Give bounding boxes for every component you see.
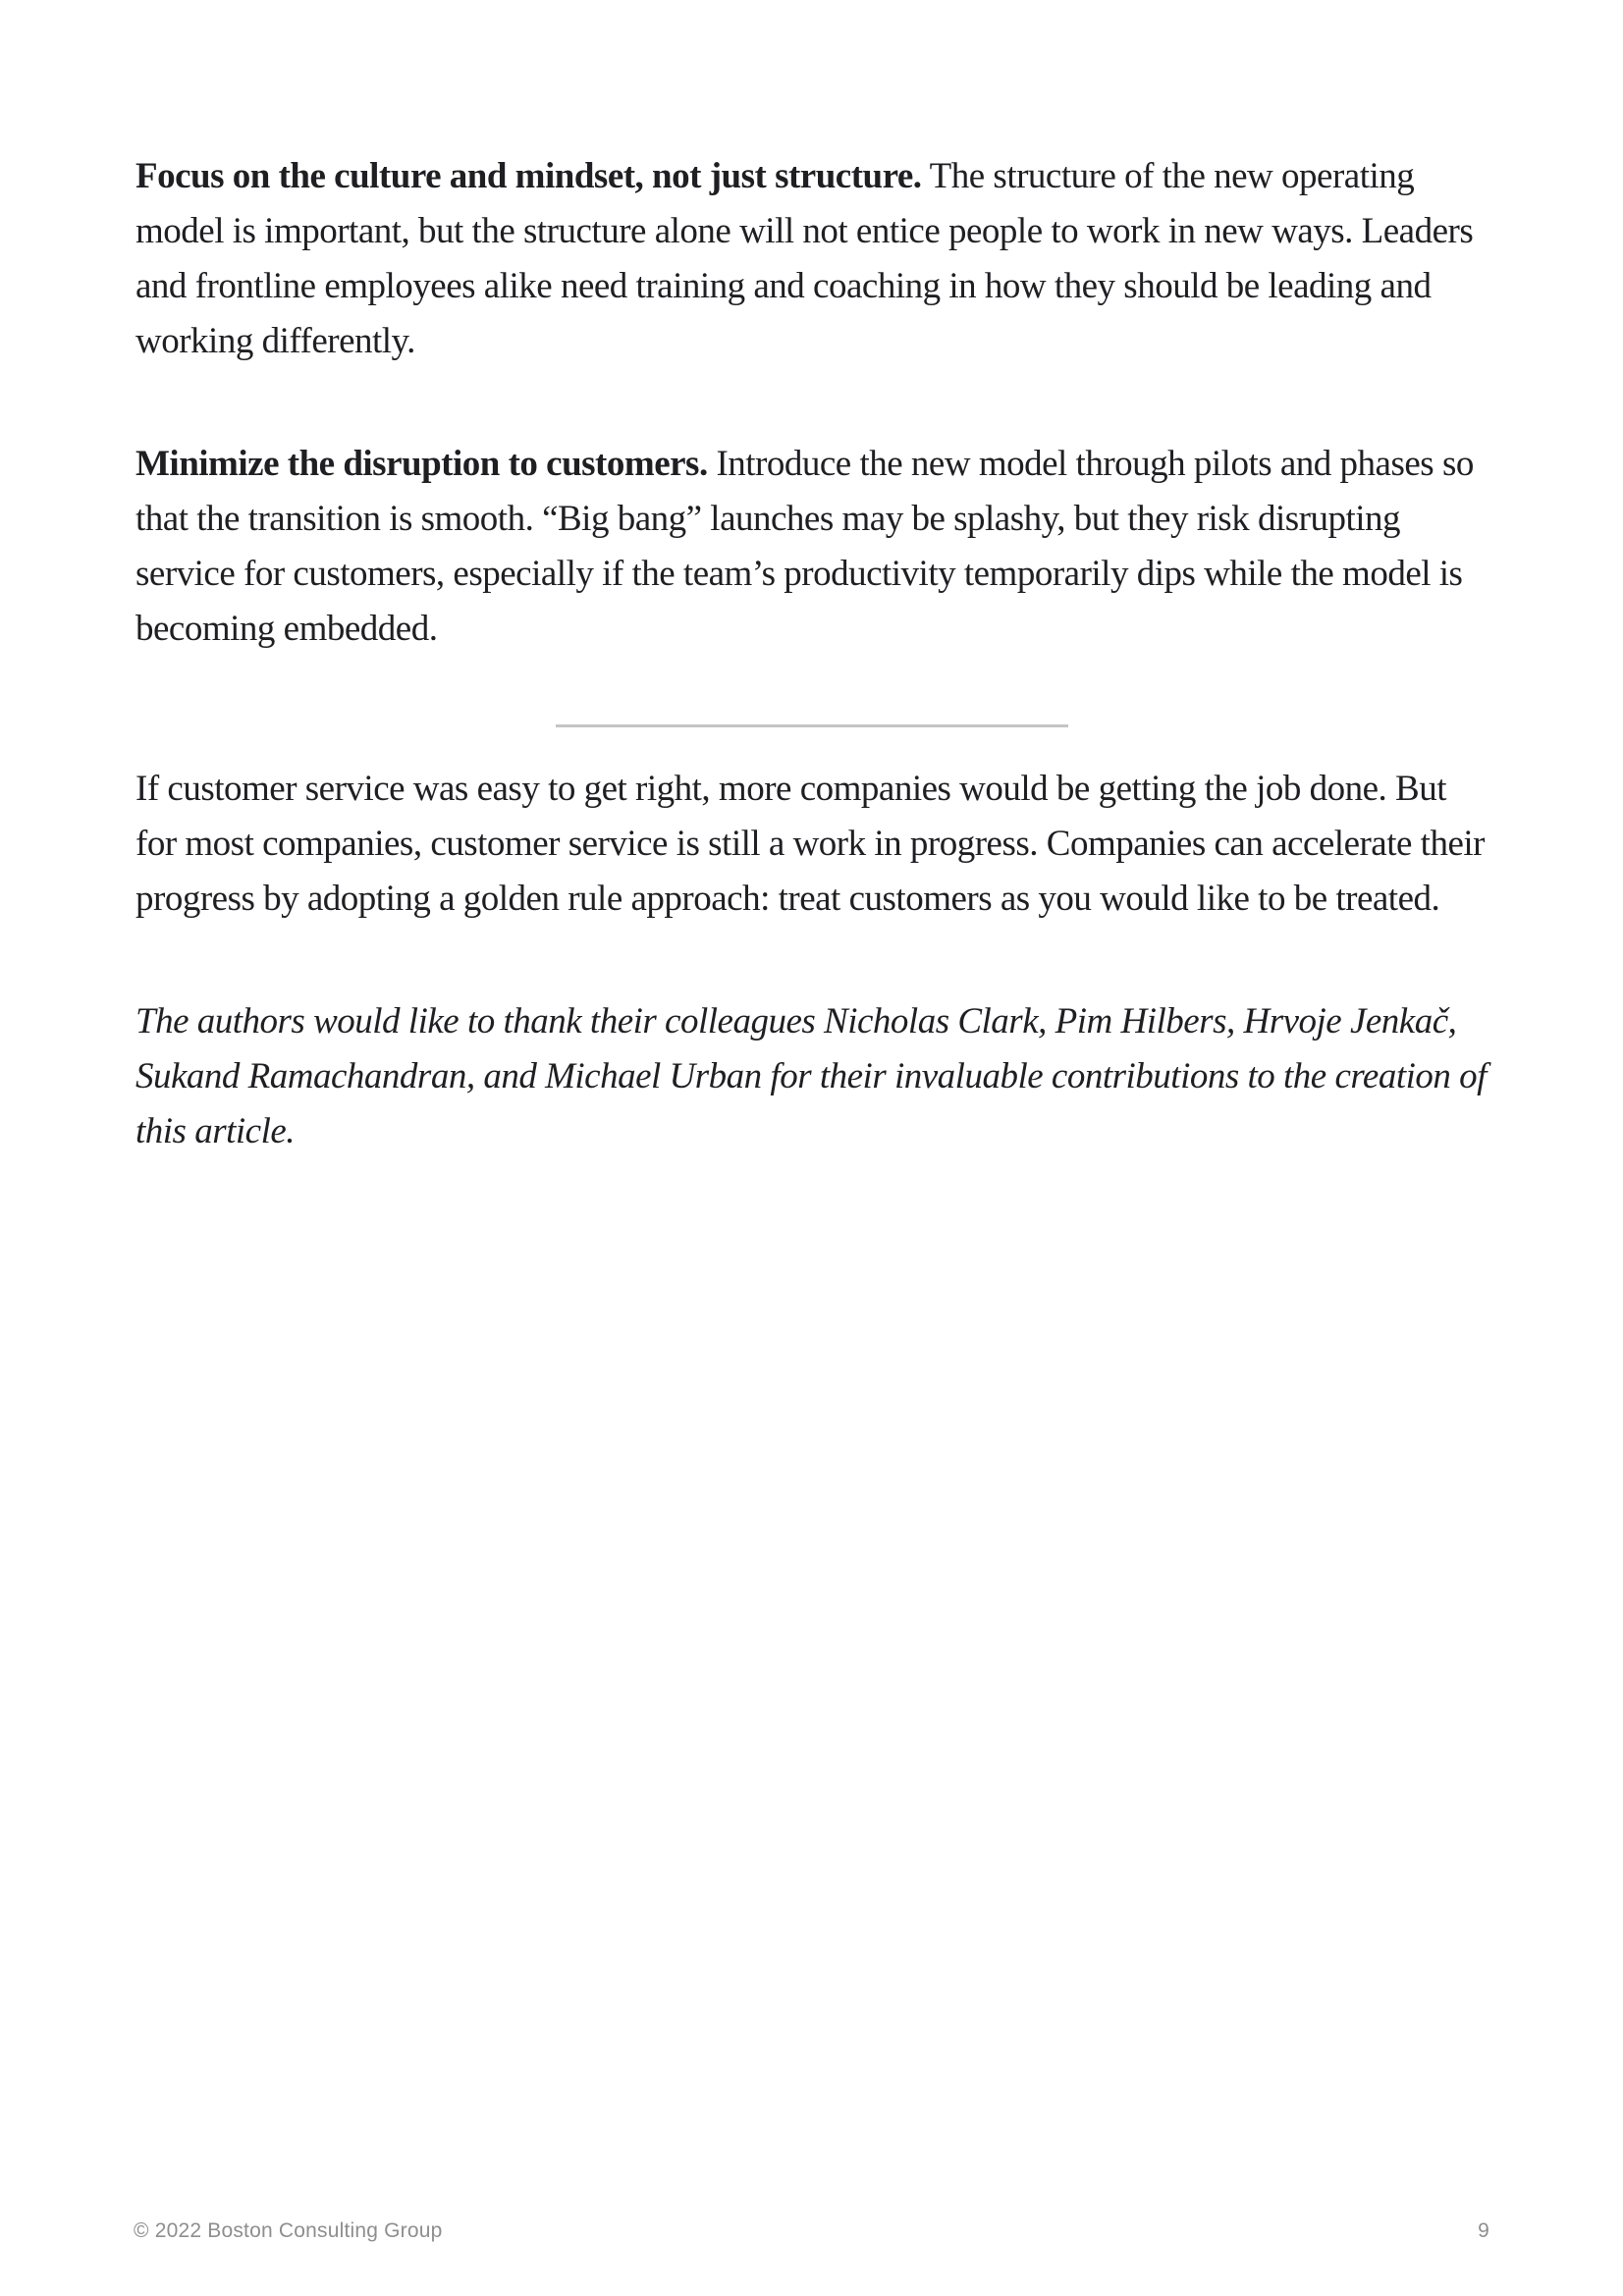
section-divider — [556, 724, 1068, 727]
paragraph-minimize-disruption — [135, 437, 1488, 657]
article-body — [135, 0, 1488, 1159]
paragraph-acknowledgment: The authors would like to thank their colleagues Nicholas Clark, Pim Hilbers, Hrvoje Jenkač, Sukand Ramachandran, and Michael Urban for their invaluable contributions to the creation of this article. — [135, 1001, 1487, 1151]
paragraph-culture-mindset-text: The structure of the new operating model is important, but the structure alone will not entice people to work in new ways. Leaders and frontline employees alike need training and coaching in how they should be leading and working differently. — [135, 156, 1474, 361]
paragraph-conclusion: If customer service was easy to get right, more companies would be getting the job done. But for most companies, customer service is still a work in progress. Companies can accelerate their progress by adopting a golden rule approach: treat customers as you would like to be treated. — [135, 769, 1485, 919]
paragraph-culture-mindset — [135, 149, 1488, 369]
paragraph-culture-mindset-lead: Focus on the culture and mindset, not just structure. — [135, 156, 922, 196]
copyright-text: © 2022 Boston Consulting Group — [134, 2219, 443, 2242]
page-number: 9 — [1478, 2219, 1489, 2242]
page-footer — [134, 2219, 1489, 2243]
paragraph-minimize-disruption-lead: Minimize the disruption to customers. — [135, 444, 708, 484]
paragraph-minimize-disruption-text: Introduce the new model through pilots and phases so that the transition is smooth. “Big bang” launches may be splashy, but they risk disrupting service for customers, especially if the team’s productivity temporarily dips while the model is becoming embedded. — [135, 444, 1474, 649]
